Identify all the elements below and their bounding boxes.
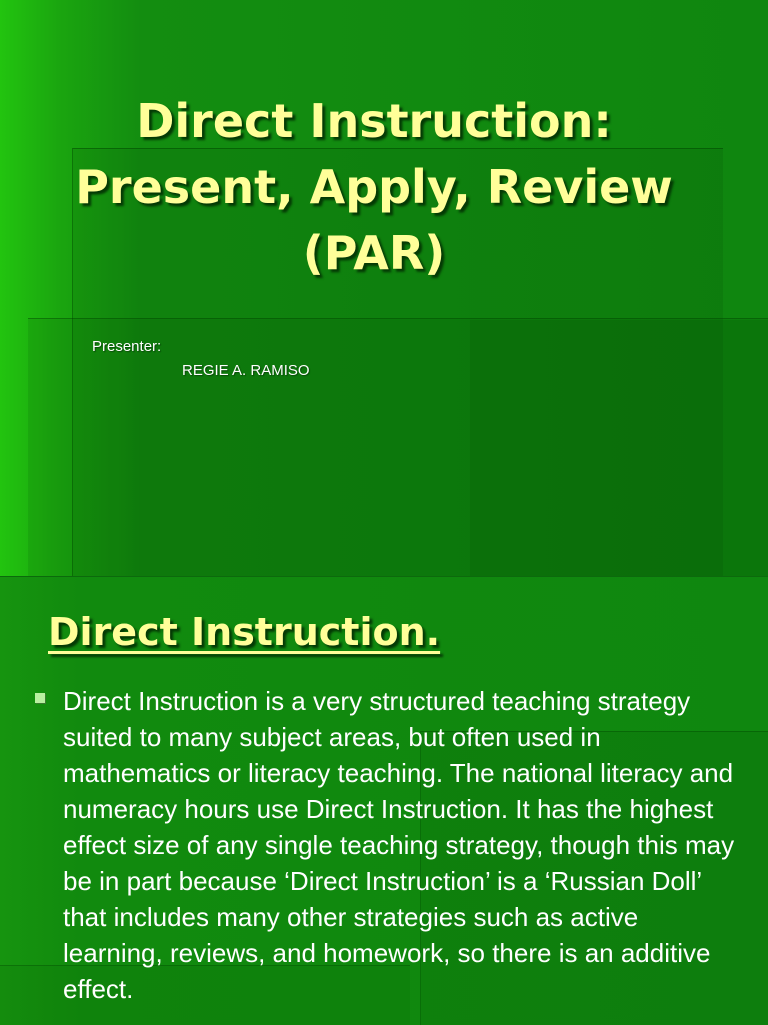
presenter-name: REGIE A. RAMISO	[182, 362, 310, 379]
background-panel	[470, 320, 768, 576]
presenter-label: Presenter:	[92, 338, 162, 355]
slide-heading: Direct Instruction.	[48, 610, 441, 654]
content-slide	[0, 576, 768, 1025]
bullet-square-icon	[35, 693, 45, 703]
slide-title: Direct Instruction: Present, Apply, Review (PAR)	[75, 94, 673, 280]
bullet-text: Direct Instruction is a very structured teaching strategy suited to many subject areas, but often used in mathematics or literacy teaching. The national literacy and numeracy hours use Direct Instruction. It has the highest effect size of any single teaching strategy, though this may be in part because ‘Direct Instruction’ is a ‘Russian Doll’ that includes many other strategies such as active learning, reviews, and homework, so there is an additive effect.	[63, 686, 735, 1004]
